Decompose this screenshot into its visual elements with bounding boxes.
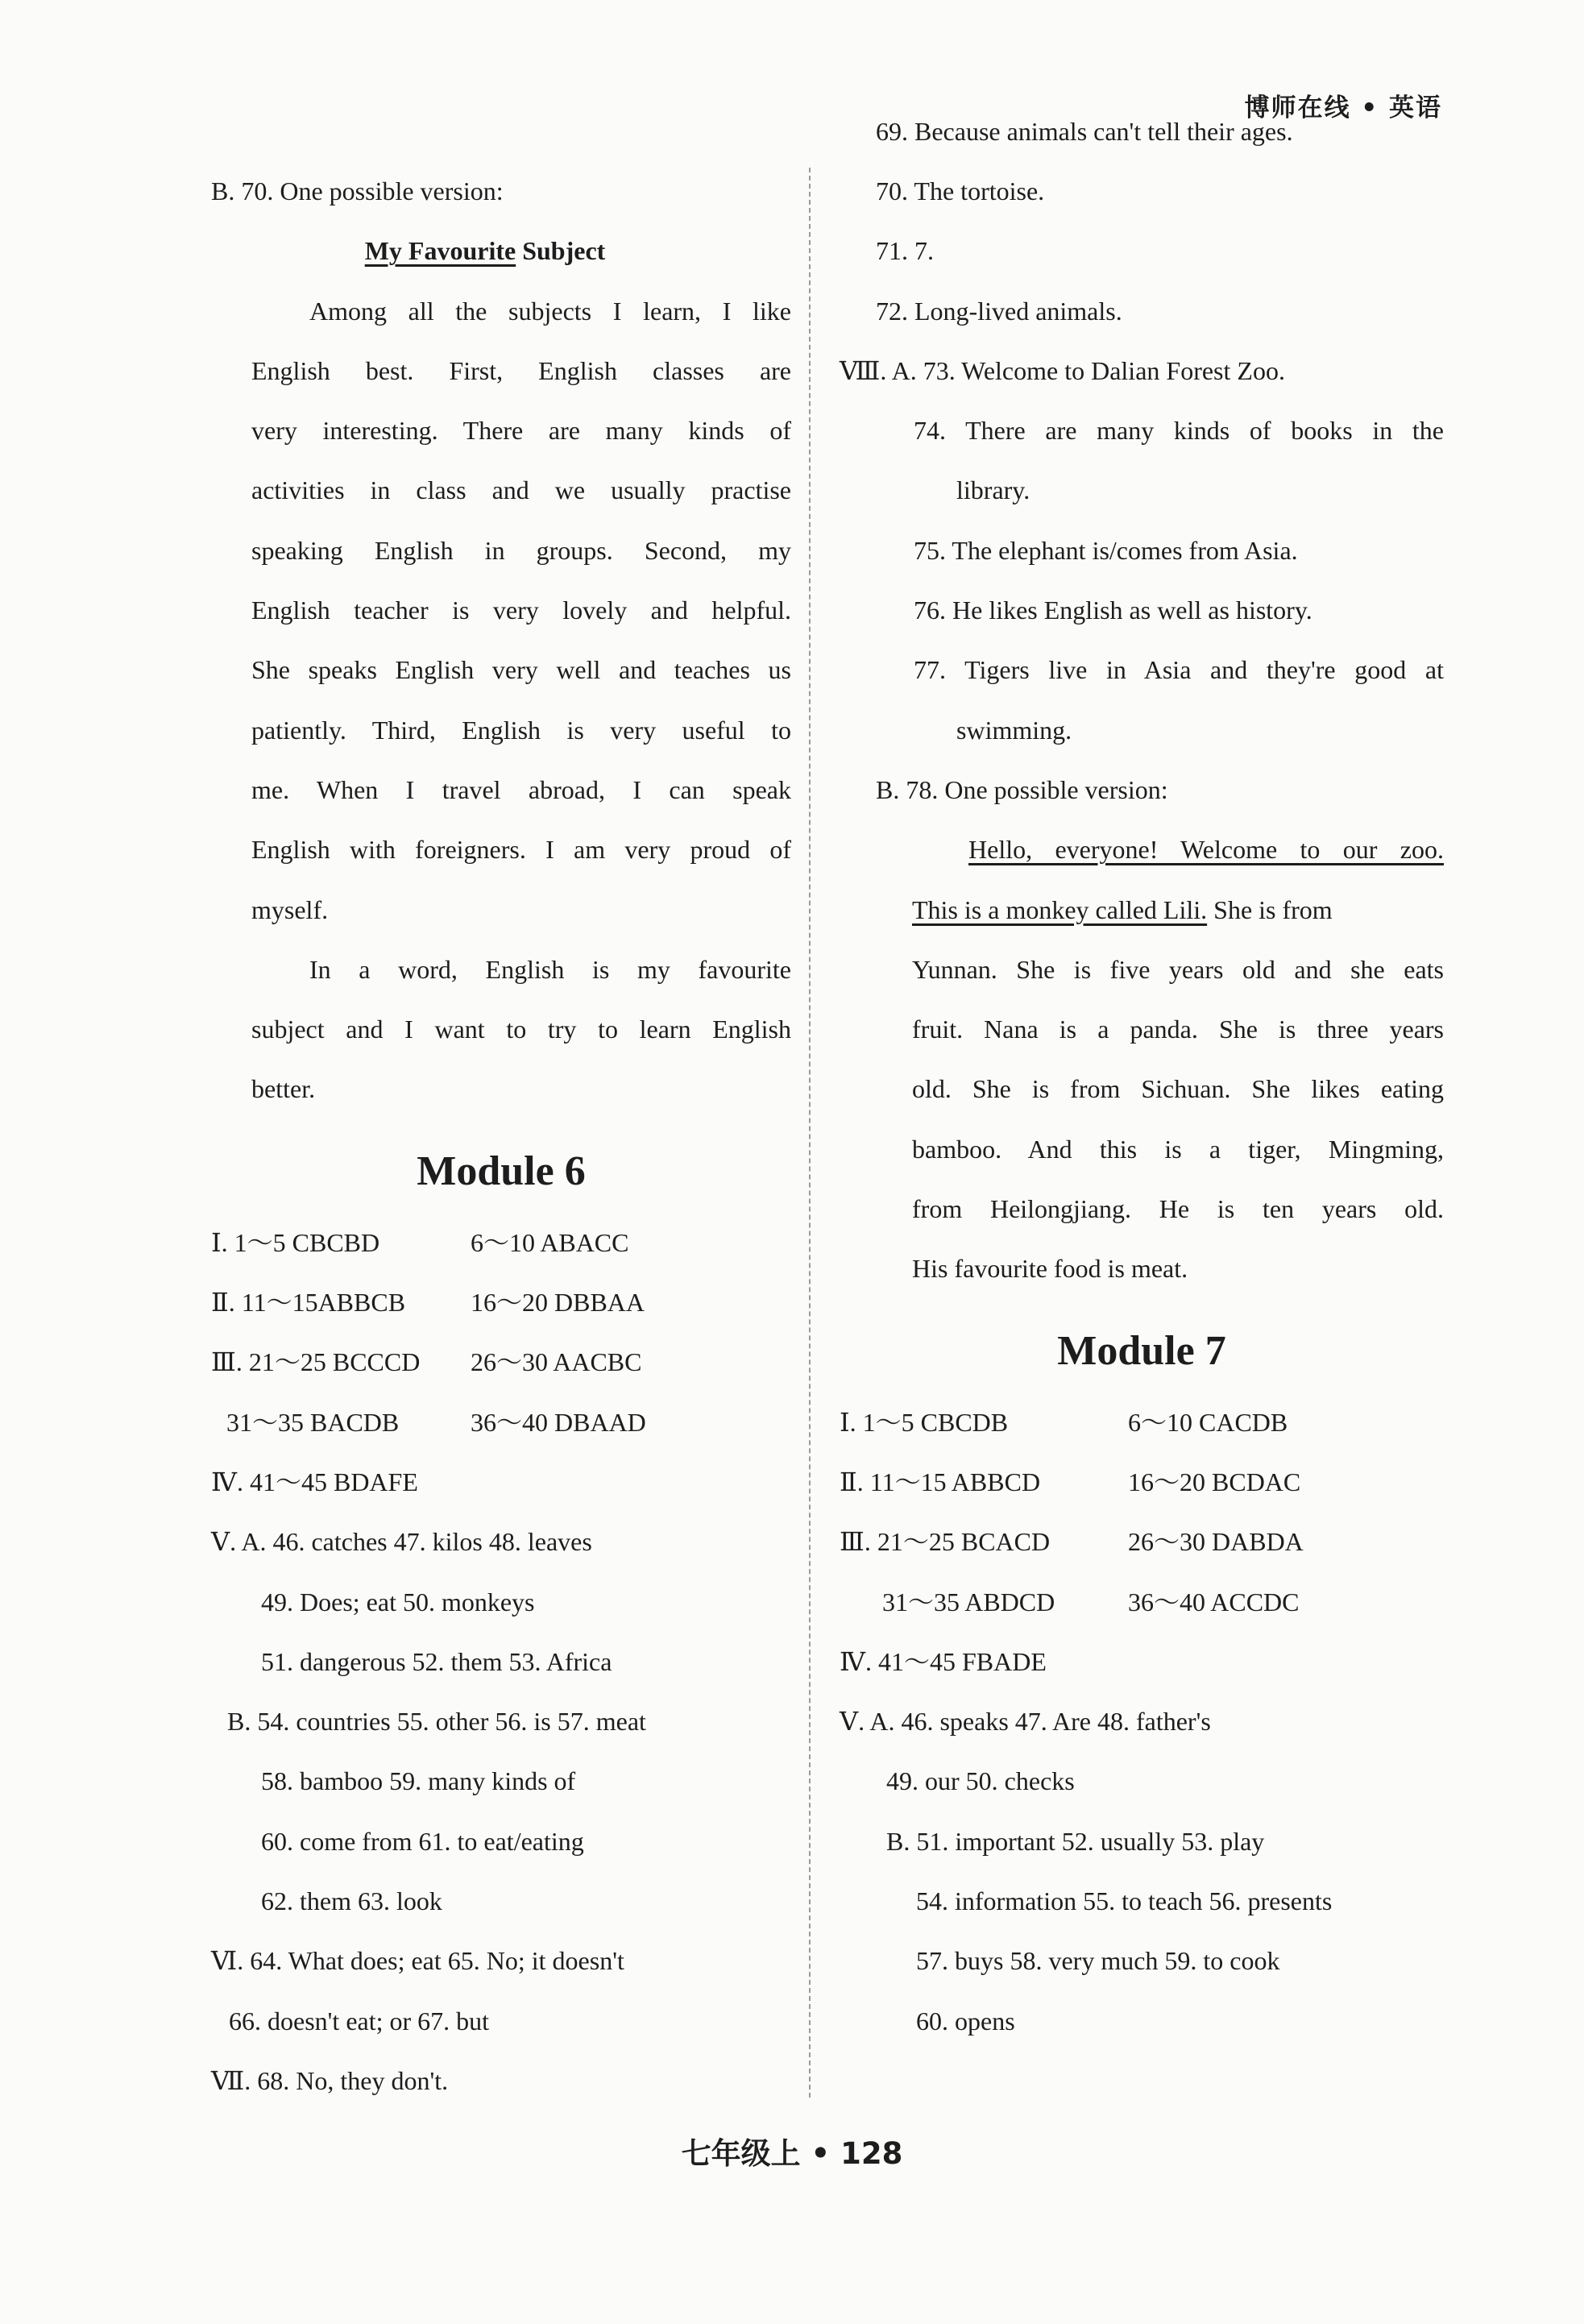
left-column [211, 161, 791, 2110]
m7-answer-b: 26～30 DABDA [1128, 1527, 1304, 1557]
m7-answer-line: 54. information 55. to teach 56. presents [916, 1886, 1333, 1916]
m6-answer-line: Ⅶ. 68. No, they don't. [211, 2065, 449, 2095]
m6-answer-row [211, 1213, 791, 1272]
r-answer-line: 71. 7. [876, 236, 934, 266]
m6-answer-row [211, 1272, 791, 1332]
essay-line: me. When I travel abroad, I can speak [251, 774, 791, 804]
m7-answer-row [840, 1572, 1444, 1632]
b70-label: B. 70. One possible version: [211, 176, 504, 205]
module-7-title: Module 7 [1057, 1327, 1226, 1374]
m6-answer-a: Ⅲ. 21～25 BCCCD [211, 1347, 421, 1377]
m6-answer-line: Ⅴ. A. 46. catches 47. kilos 48. leaves [211, 1527, 592, 1557]
viii-line: swimming. [956, 715, 1072, 745]
r-answer-line: 69. Because animals can't tell their ages. [876, 116, 1293, 146]
m6-answer-line: 51. dangerous 52. them 53. Africa [261, 1646, 612, 1676]
page-footer: 七年级上 • 128 [681, 2136, 903, 2171]
zoo-essay-underlined-1: Hello, everyone! Welcome to our zoo. [968, 835, 1444, 865]
m7-answer-line: Ⅴ. A. 46. speaks 47. Are 48. father's [840, 1707, 1211, 1737]
m6-answer-b: 26～30 AACBC [471, 1347, 642, 1377]
m6-answer-a: Ⅰ. 1～5 CBCBD [211, 1227, 380, 1257]
essay-line: English with foreigners. I am very proud of [251, 835, 791, 865]
m6-answer-b: 16～20 DBBAA [471, 1288, 645, 1318]
m7-answer-b: 36～40 ACCDC [1128, 1587, 1300, 1616]
page-header: 博师在线 • 英语 [1244, 93, 1442, 122]
m7-answer-b: 6～10 CACDB [1128, 1407, 1288, 1437]
m6-answer-line: 66. doesn't eat; or 67. but [229, 2006, 490, 2036]
m6-answer-row [211, 1452, 791, 1512]
m7-answer-row [840, 1632, 1444, 1691]
zoo-essay-line-2 [840, 880, 1444, 940]
m7-answer-a: Ⅳ. 41～45 FBADE [840, 1646, 1047, 1676]
m6-answer-b: 36～40 DBAAD [471, 1407, 646, 1437]
m7-answer-row [840, 1452, 1444, 1512]
zoo-essay-underlined-2: This is a monkey called Lili. [912, 894, 1208, 924]
viii-line: library. [956, 475, 1030, 505]
r-answer-line: 70. The tortoise. [876, 176, 1045, 205]
essay-title-underlined: My Favourite [364, 236, 516, 266]
zoo-essay-line: old. She is from Sichuan. She likes eating [912, 1074, 1444, 1104]
essay-line: patiently. Third, English is very useful to [251, 715, 791, 745]
zoo-essay-line: bamboo. And this is a tiger, Mingming, [912, 1134, 1444, 1164]
m6-answer-line: B. 54. countries 55. other 56. is 57. meat [227, 1707, 646, 1737]
essay-title-rest: Subject [522, 236, 606, 266]
m6-answer-b: 6～10 ABACC [471, 1227, 629, 1257]
essay-line: myself. [251, 894, 329, 924]
m6-answer-a: 31～35 BACDB [226, 1407, 400, 1437]
m6-answer-line: 62. them 63. look [261, 1886, 442, 1916]
zoo-essay-line: His favourite food is meat. [912, 1254, 1188, 1284]
m6-answer-row [211, 1392, 791, 1452]
essay-line: very interesting. There are many kinds of [251, 416, 791, 446]
m6-answer-line: 60. come from 61. to eat/eating [261, 1826, 584, 1856]
m7-answer-a: Ⅰ. 1～5 CBCDB [840, 1407, 1009, 1437]
m7-answer-line: B. 51. important 52. usually 53. play [886, 1826, 1265, 1856]
essay-line: better. [251, 1074, 316, 1104]
zoo-essay-line: Yunnan. She is five years old and she eats [912, 954, 1444, 984]
r-answer-line: 72. Long-lived animals. [876, 296, 1122, 326]
viii-line: 76. He likes English as well as history. [914, 596, 1312, 625]
zoo-essay-line: from Heilongjiang. He is ten years old. [912, 1194, 1444, 1224]
essay-line: Among all the subjects I learn, I like [309, 296, 791, 326]
zoo-essay-rest-2: She is from [1207, 894, 1333, 924]
m7-answer-b: 16～20 BCDAC [1128, 1467, 1301, 1496]
right-column [840, 116, 1444, 2051]
m6-answer-line: 58. bamboo 59. many kinds of [261, 1766, 576, 1796]
zoo-essay-line: fruit. Nana is a panda. She is three years [912, 1015, 1444, 1044]
m7-answer-a: 31～35 ABDCD [882, 1587, 1055, 1616]
m7-answer-row [840, 1392, 1444, 1452]
essay-title [211, 221, 791, 280]
viii-line: B. 78. One possible version: [876, 774, 1168, 804]
m7-answer-line: 49. our 50. checks [886, 1766, 1075, 1796]
essay-line: She speaks English very well and teaches us [251, 655, 791, 685]
m6-answer-line: 49. Does; eat 50. monkeys [261, 1587, 535, 1616]
essay-line: English teacher is very lovely and helpful. [251, 596, 791, 625]
viii-line: 74. There are many kinds of books in the [914, 416, 1444, 446]
m7-answer-row [840, 1512, 1444, 1571]
essay-line: activities in class and we usually practise [251, 475, 791, 505]
viii-line: Ⅷ. A. 73. Welcome to Dalian Forest Zoo. [840, 355, 1285, 385]
essay-line: In a word, English is my favourite [309, 954, 791, 984]
essay-line: subject and I want to try to learn English [251, 1015, 791, 1044]
viii-line: 77. Tigers live in Asia and they're good at [914, 655, 1444, 685]
m7-answer-line: 60. opens [916, 2006, 1015, 2036]
m7-answer-a: Ⅲ. 21～25 BCACD [840, 1527, 1051, 1557]
zoo-essay-line-1 [840, 820, 1444, 879]
column-divider [809, 168, 811, 2098]
m7-answer-a: Ⅱ. 11～15 ABBCD [840, 1467, 1041, 1496]
m6-answer-line: Ⅵ. 64. What does; eat 65. No; it doesn't [211, 1946, 624, 1976]
module-6-title: Module 6 [417, 1147, 586, 1194]
m7-answer-line: 57. buys 58. very much 59. to cook [916, 1946, 1280, 1976]
essay-line: speaking English in groups. Second, my [251, 535, 791, 565]
m6-answer-row [211, 1332, 791, 1392]
essay-line: English best. First, English classes are [251, 355, 791, 385]
m6-answer-a: Ⅳ. 41～45 BDAFE [211, 1467, 418, 1496]
viii-line: 75. The elephant is/comes from Asia. [914, 535, 1298, 565]
m6-answer-a: Ⅱ. 11～15ABBCB [211, 1288, 406, 1318]
